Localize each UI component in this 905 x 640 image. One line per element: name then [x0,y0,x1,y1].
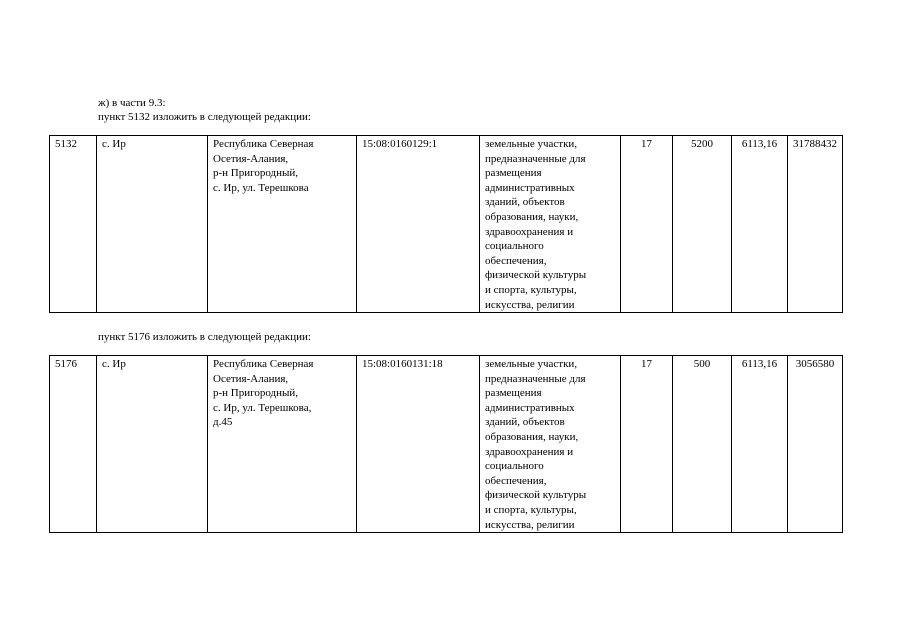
settlement-cell: с. Ир [97,136,208,313]
purpose-line: социального [485,460,544,473]
purpose-line: искусства, религии [485,298,575,311]
address-line: с. Ир, ул. Терешкова, [213,401,312,414]
purpose-line: и спорта, культуры, [485,283,577,296]
land-purpose-cell [480,136,621,313]
address-line: с. Ир, ул. Терешкова [213,181,309,194]
purpose-line: административных [485,401,575,414]
address-line: д.45 [213,416,233,429]
purpose-line: образования, науки, [485,210,579,223]
purpose-line: и спорта, культуры, [485,503,577,516]
address-line: Республика Северная [213,138,314,150]
purpose-line: административных [485,181,575,194]
cadastral-number-cell: 15:08:0160129:1 [357,136,480,313]
table-row [50,136,843,313]
purpose-line: обеспечения, [485,254,547,267]
record-id-cell: 5176 [50,356,97,533]
purpose-line: здравоохранения и [485,225,574,238]
purpose-line: зданий, объектов [485,416,565,429]
address-line: Осетия-Алания, [213,152,289,165]
record-table-5132 [49,135,843,313]
group-number-cell: 17 [621,136,673,313]
purpose-line: зданий, объектов [485,196,565,209]
address-cell [208,356,357,533]
purpose-line: образования, науки, [485,430,579,443]
table-row [50,356,843,533]
purpose-line: предназначенные для [485,152,586,165]
purpose-line: земельные участки, [485,358,578,370]
address-cell [208,136,357,313]
address-line: р-н Пригородный, [213,387,299,400]
address-line: Республика Северная [213,358,314,370]
instruction-text-5176: пункт 5176 изложить в следующей редакции: [98,331,311,343]
record-table-5176 [49,355,843,533]
specific-value-cell: 6113,16 [732,356,788,533]
specific-value-cell: 6113,16 [732,136,788,313]
purpose-line: размещения [485,387,542,400]
record-id-cell: 5132 [50,136,97,313]
purpose-line: обеспечения, [485,474,547,487]
purpose-line: физической культуры [485,269,587,282]
area-cell: 500 [673,356,732,533]
cadastral-number-cell: 15:08:0160131:18 [357,356,480,533]
purpose-line: размещения [485,167,542,180]
purpose-line: предназначенные для [485,372,586,385]
purpose-line: социального [485,240,544,253]
cadastral-value-cell: 31788432 [788,136,843,313]
instruction-text-5132: пункт 5132 изложить в следующей редакции: [98,111,311,123]
purpose-line: искусства, религии [485,518,575,531]
cadastral-value-cell: 3056580 [788,356,843,533]
group-number-cell: 17 [621,356,673,533]
address-line: Осетия-Алания, [213,372,289,385]
settlement-cell: с. Ир [97,356,208,533]
purpose-line: здравоохранения и [485,445,574,458]
purpose-line: физической культуры [485,489,587,502]
land-purpose-cell [480,356,621,533]
area-cell: 5200 [673,136,732,313]
purpose-line: земельные участки, [485,138,578,150]
address-line: р-н Пригородный, [213,167,299,180]
section-heading: ж) в части 9.3: [98,97,166,109]
